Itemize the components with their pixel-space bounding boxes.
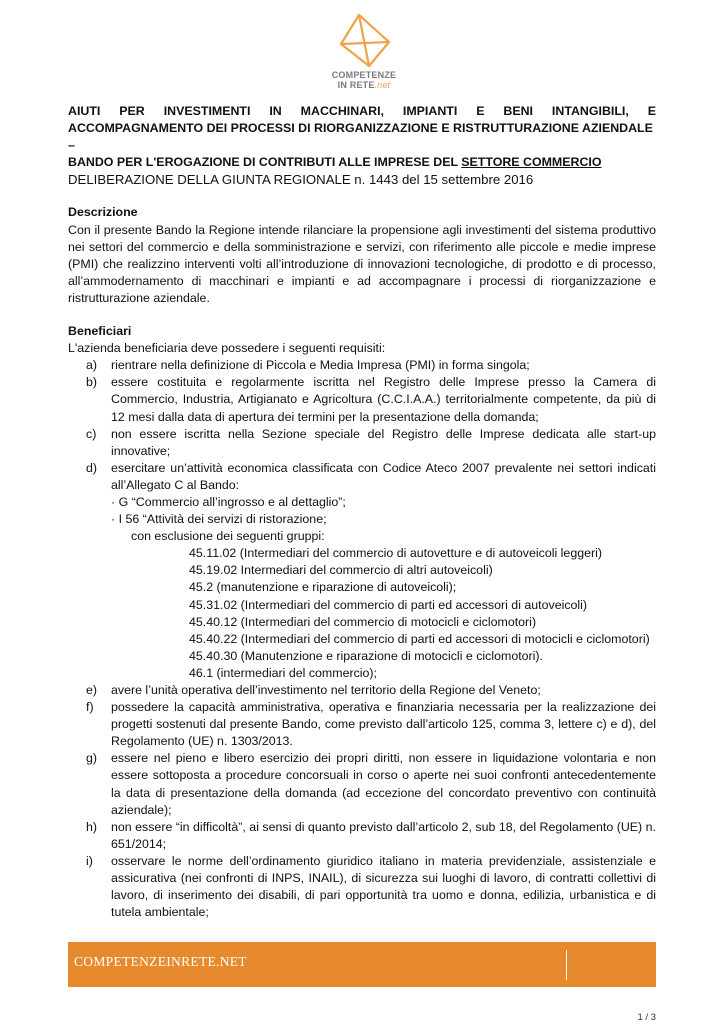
title-line3-underlined: SETTORE COMMERCIO: [461, 155, 602, 170]
list-item: [68, 357, 656, 374]
logo-net: .net: [374, 80, 391, 90]
exclusion-intro: con esclusione dei seguenti gruppi:: [131, 529, 325, 544]
ateco-g: · G “Commercio all’ingrosso e al dettaglio”;: [111, 494, 346, 509]
logo-line1: COMPETENZE: [331, 70, 397, 80]
exclusion-code: 45.40.30 (Manutenzione e riparazione di motocicli e ciclomotori).: [189, 648, 543, 663]
list-item: [68, 374, 656, 425]
logo-triangle-icon: [335, 12, 393, 70]
list-text: non essere “in difficoltà”, ai sensi di quanto previsto dall’articolo 2, sub 18, del Regolamento (UE) n. 651/2014;: [111, 819, 656, 851]
list-label: c): [86, 426, 97, 441]
exclusion-code: 45.2 (manutenzione e riparazione di autoveicoli);: [189, 580, 457, 595]
list-text: possedere la capacità amministrativa, operativa e finanziaria necessaria per la realizzazione dei progetti sostenuti dal presente Bando, come previsto dall’articolo 125, comma 3, lettere c) e d), del Regolamento (UE) n. 1303/2013.: [111, 700, 656, 749]
logo: [326, 12, 402, 90]
exclusion-code: 45.40.12 (Intermediari del commercio di motocicli e ciclomotori): [189, 614, 537, 629]
list-label: f): [86, 700, 94, 715]
list-item: [68, 699, 656, 750]
list-label: a): [86, 358, 98, 373]
title-line1: AIUTI PER INVESTIMENTI IN MACCHINARI, IMPIANTI E BENI INTANGIBILI, E: [68, 104, 656, 118]
descrizione-text: Con il presente Bando la Regione intende rilanciare la propensione agli investimenti del sistema produttivo nei settori del commercio e della somministrazione e servizi, con riferimento alle piccole e medie imprese (PMI) che realizzino interventi volti all’introduzione di innovazioni tecnologiche, di prodotto e di processo, all’ammodernamento di macchinari e impianti e ad accompagnare i processi di riorganizzazione e ristrutturazione aziendale.: [68, 222, 656, 305]
list-text: avere l’unità operativa dell’investimento nel territorio della Regione del Veneto;: [111, 683, 541, 697]
list-label: h): [86, 819, 98, 834]
list-label: g): [86, 751, 98, 766]
footer-divider: [566, 950, 567, 980]
exclusion-code: 45.11.02 (Intermediari del commercio di autovetture e di autoveicoli leggeri): [189, 546, 603, 561]
list-item: [68, 426, 656, 460]
list-text: essere costituita e regolarmente iscritta nel Registro delle Imprese presso la Camera di Commercio, Industria, Artigianato e Agricoltura (C.C.I.A.A.) territorialmente competente, da più di 12 mesi dalla data di apertura dei termini per la presentazione della domanda;: [111, 375, 656, 424]
list-label: b): [86, 375, 98, 390]
logo-line2: IN RETE: [337, 80, 375, 90]
list-item: [68, 750, 656, 818]
list-text: essere nel pieno e libero esercizio dei propri diritti, non essere in liquidazione volontaria e non essere sottoposta a procedure concorsuali in corso o aperte nei suoi confronti antecedentemente la data di presentazione della domanda (ad eccezione del concordato preventivo con continuità aziendale);: [111, 751, 656, 817]
list-item: [68, 853, 656, 921]
beneficiari-heading: Beneficiari: [68, 324, 132, 339]
list-label: e): [86, 683, 98, 697]
list-item: [68, 819, 656, 853]
exclusion-code: 45.40.22 (Intermediari del commercio di parti ed accessori di motocicli e ciclomotori): [189, 631, 650, 646]
exclusion-code: 45.31.02 (Intermediari del commercio di parti ed accessori di autoveicoli): [189, 597, 588, 612]
requirements-list: [68, 357, 656, 921]
title-line3: [68, 154, 656, 171]
title-line3-prefix: BANDO PER L'EROGAZIONE DI CONTRIBUTI ALLE IMPRESE DEL: [68, 155, 462, 170]
descrizione-heading: Descrizione: [68, 205, 138, 220]
footer-link[interactable]: COMPETENZEINRETE.NET: [74, 954, 247, 969]
list-label: i): [86, 853, 93, 868]
document-body: [68, 103, 656, 921]
list-text: rientrare nella definizione di Piccola e Media Impresa (PMI) in forma singola;: [111, 358, 530, 373]
beneficiari-intro: L'azienda beneficiaria deve possedere i seguenti requisiti:: [68, 341, 386, 356]
list-label: d): [86, 460, 98, 475]
page-number: 1 / 3: [637, 1012, 656, 1023]
exclusion-code: 45.19.02 Intermediari del commercio di altri autoveicoli): [189, 563, 493, 578]
logo-text: [326, 70, 402, 90]
list-text: non essere iscritta nella Sezione speciale del Registro delle Imprese dedicata alle start-up innovative;: [111, 426, 656, 458]
list-text: osservare le norme dell’ordinamento giuridico italiano in materia previdenziale, assistenziale e assicurativa (nei confronti di INPS, INAIL), di sicurezza sui luoghi di lavoro, di contratti collettivi di lavoro, di inserimento dei disabili, di pari opportunità tra uomo e donna, edilizia, urbanistica e di tutela ambientale;: [111, 853, 656, 920]
list-text: esercitare un’attività economica classificata con Codice Ateco 2007 prevalente nei settori indicati all’Allegato C al Bando:: [111, 460, 656, 492]
subtitle: DELIBERAZIONE DELLA GIUNTA REGIONALE n. 1443 del 15 settembre 2016: [68, 172, 534, 188]
exclusion-code: 46.1 (intermediari del commercio);: [189, 665, 377, 680]
title-dash: –: [68, 138, 75, 153]
ateco-i56: · I 56 “Attività dei servizi di ristorazione;: [111, 512, 327, 527]
title-line2: ACCOMPAGNAMENTO DEI PROCESSI DI RIORGANIZZAZIONE E RISTRUTTURAZIONE AZIENDALE: [68, 121, 653, 136]
footer-bar: [68, 942, 656, 987]
list-item: [68, 682, 656, 699]
list-item: [68, 460, 656, 682]
